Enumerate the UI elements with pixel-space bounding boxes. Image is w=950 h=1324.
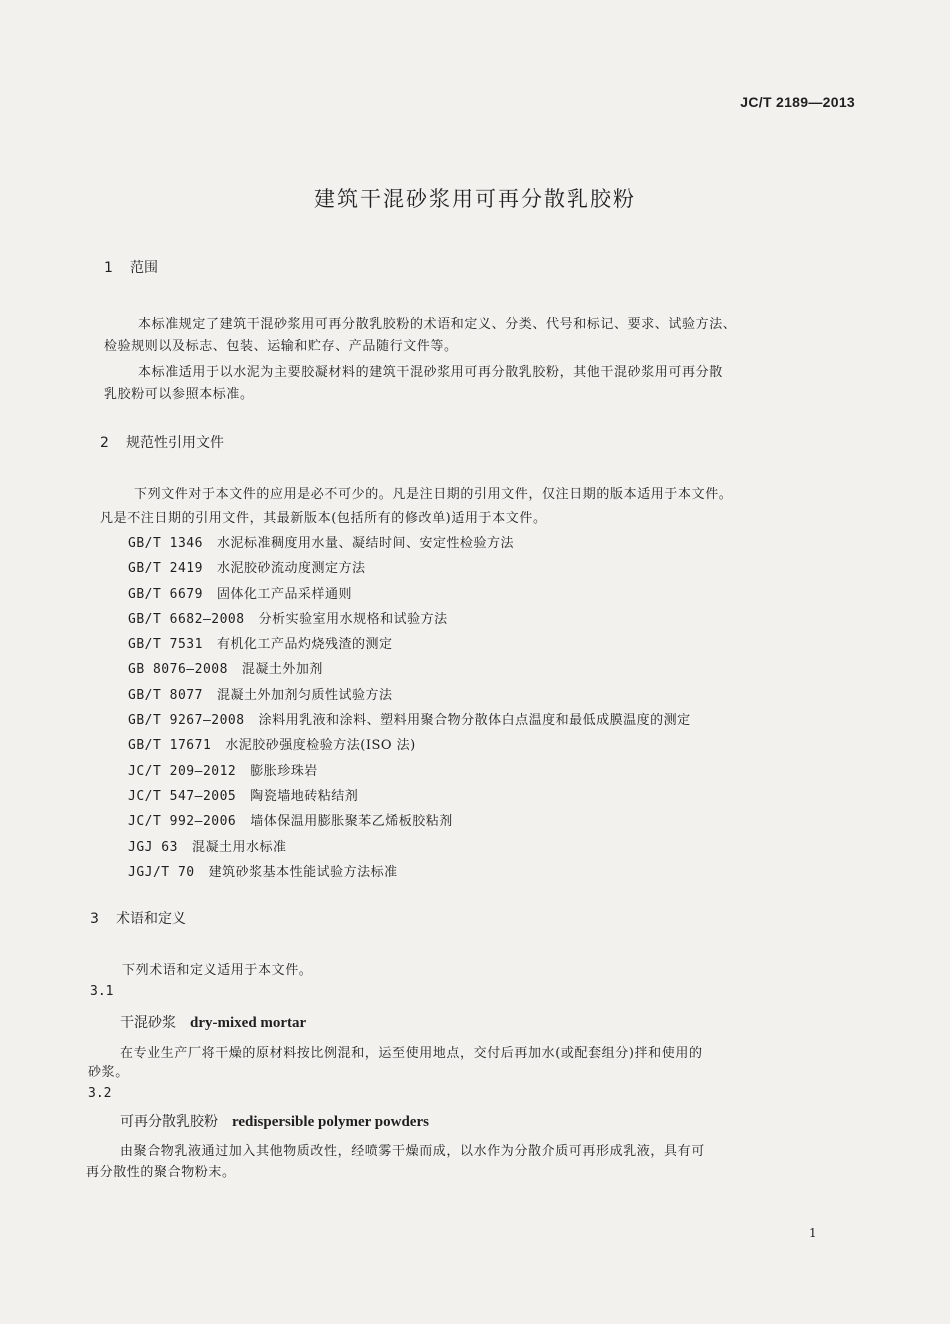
reference-code: GB/T 2419 [128, 561, 203, 577]
reference-code: JC/T 992—2006 [128, 814, 237, 830]
reference-item [128, 556, 691, 581]
reference-title: 涂料用乳液和涂料、塑料用聚合物分散体白点温度和最低成膜温度的测定 [258, 713, 691, 729]
term-english: dry-mixed mortar [190, 1015, 307, 1031]
reference-code: GB/T 6682—2008 [128, 611, 245, 627]
reference-title: 混凝土外加剂 [241, 662, 323, 678]
term-definition-line1: 在专业生产厂将干燥的原材料按比例混和，运至使用地点，交付后再加水(或配套组分)拌和使用的 [120, 1046, 703, 1061]
section-number: 2 [100, 435, 109, 451]
section-3-heading [90, 908, 186, 928]
section-title: 范围 [130, 260, 158, 276]
section-1-heading [104, 257, 158, 277]
reference-code: JGJ/T 70 [128, 864, 195, 880]
section-2-heading [100, 432, 224, 452]
s3-intro: 下列术语和定义适用于本文件。 [122, 963, 313, 978]
reference-item [128, 531, 691, 556]
section-title: 规范性引用文件 [126, 435, 224, 451]
reference-title: 膨胀珍珠岩 [250, 763, 318, 779]
reference-title: 建筑砂浆基本性能试验方法标准 [208, 864, 398, 880]
reference-item [128, 582, 691, 607]
reference-item [128, 657, 691, 682]
reference-title: 水泥胶砂强度检验方法(ISO 法) [225, 738, 416, 754]
reference-item [128, 809, 691, 834]
s1-para1-line1: 本标准规定了建筑干混砂浆用可再分散乳胶粉的术语和定义、分类、代号和标记、要求、试验方法、 [138, 317, 737, 332]
reference-title: 混凝土用水标准 [191, 839, 287, 855]
reference-item [128, 683, 691, 708]
reference-title: 水泥胶砂流动度测定方法 [216, 561, 366, 577]
term-number: 3.2 [88, 1086, 112, 1101]
document-title: 建筑干混砂浆用可再分散乳胶粉 [314, 187, 636, 211]
term-entry [120, 1012, 306, 1032]
term-definition-line2: 再分散性的聚合物粉末。 [86, 1165, 236, 1180]
reference-item [128, 632, 691, 657]
reference-code: GB/T 9267—2008 [128, 713, 245, 729]
term-entry [120, 1111, 429, 1131]
reference-item [128, 607, 691, 632]
s1-para1-line2: 检验规则以及标志、包装、运输和贮存、产品随行文件等。 [104, 339, 458, 354]
reference-code: JC/T 209—2012 [128, 763, 237, 779]
term-definition-line1: 由聚合物乳液通过加入其他物质改性，经喷雾干燥而成，以水作为分散介质可再形成乳液，具有可 [120, 1144, 705, 1159]
normative-references-list [128, 531, 691, 885]
s1-para2-line2: 乳胶粉可以参照本标准。 [104, 387, 254, 402]
reference-title: 有机化工产品灼烧残渣的测定 [216, 637, 393, 653]
reference-code: GB/T 7531 [128, 637, 203, 653]
reference-title: 陶瓷墙地砖粘结剂 [250, 788, 359, 804]
reference-item [128, 835, 691, 860]
s2-para1-line1: 下列文件对于本文件的应用是必不可少的。凡是注日期的引用文件，仅注日期的版本适用于本文件。 [134, 487, 733, 502]
section-number: 1 [104, 260, 113, 276]
reference-code: JC/T 547—2005 [128, 788, 237, 804]
reference-code: JGJ 63 [128, 839, 178, 855]
page-number: 1 [809, 1226, 817, 1240]
section-title: 术语和定义 [116, 911, 186, 927]
reference-code: GB 8076—2008 [128, 662, 228, 678]
reference-item [128, 759, 691, 784]
term-chinese: 干混砂浆 [120, 1015, 176, 1031]
reference-code: GB/T 8077 [128, 687, 203, 703]
section-number: 3 [90, 911, 99, 927]
term-definition-line2: 砂浆。 [88, 1065, 129, 1080]
term-english: redispersible polymer powders [232, 1114, 429, 1130]
reference-item [128, 860, 691, 885]
reference-code: GB/T 1346 [128, 536, 203, 551]
term-chinese: 可再分散乳胶粉 [120, 1114, 218, 1130]
reference-item [128, 784, 691, 809]
reference-title: 分析实验室用水规格和试验方法 [258, 611, 448, 627]
reference-title: 水泥标准稠度用水量、凝结时间、安定性检验方法 [216, 536, 514, 551]
s2-para1-line2: 凡是不注日期的引用文件，其最新版本(包括所有的修改单)适用于本文件。 [100, 511, 547, 526]
standard-code: JC/T 2189—2013 [740, 94, 855, 110]
reference-item [128, 708, 691, 733]
s1-para2-line1: 本标准适用于以水泥为主要胶凝材料的建筑干混砂浆用可再分散乳胶粉，其他干混砂浆用可再分散 [138, 365, 723, 380]
term-number: 3.1 [90, 984, 114, 999]
reference-code: GB/T 6679 [128, 586, 203, 602]
reference-code: GB/T 17671 [128, 738, 212, 754]
reference-title: 墙体保温用膨胀聚苯乙烯板胶粘剂 [250, 814, 453, 830]
reference-title: 固体化工产品采样通则 [216, 586, 352, 602]
reference-item [128, 733, 691, 758]
reference-title: 混凝土外加剂匀质性试验方法 [216, 687, 393, 703]
